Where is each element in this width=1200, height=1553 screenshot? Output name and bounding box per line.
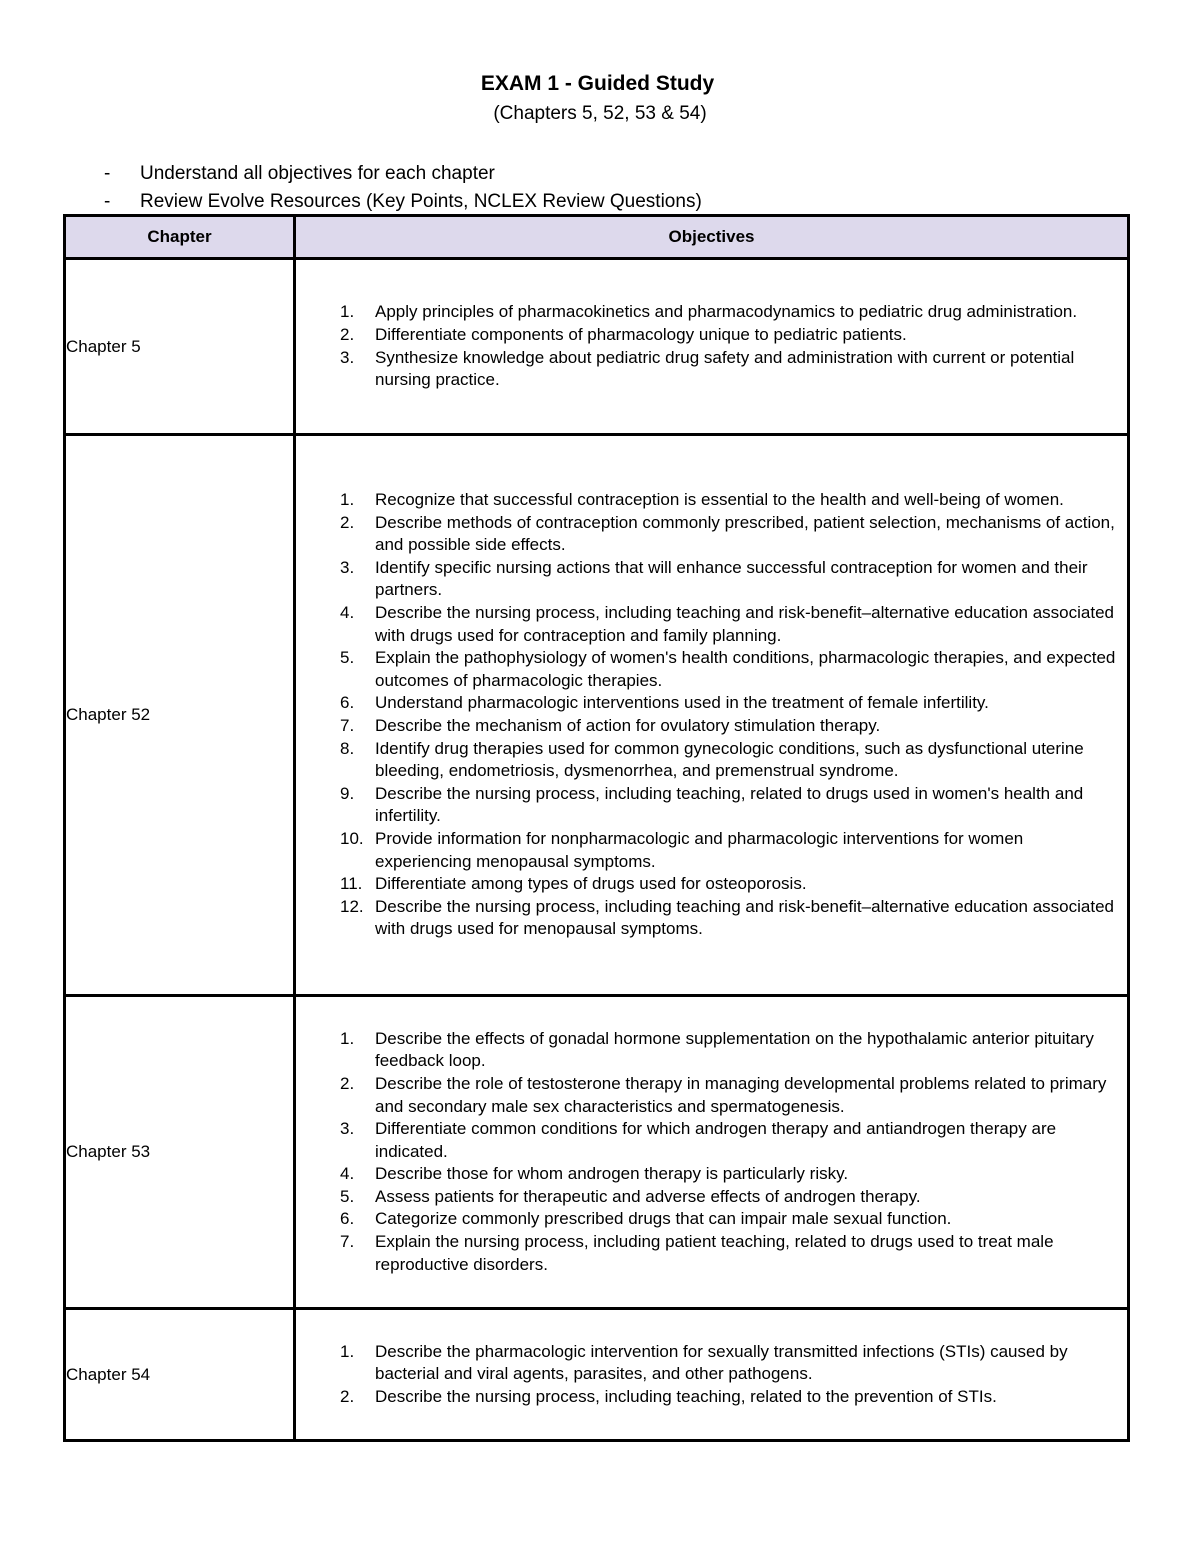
objective-item <box>296 489 1127 512</box>
objective-text: Apply principles of pharmacokinetics and pharmacodynamics to pediatric drug administration. <box>375 302 1078 322</box>
objective-text: Assess patients for therapeutic and adverse effects of androgen therapy. <box>375 1186 921 1206</box>
objective-text: Describe the nursing process, including teaching and risk-benefit–alternative education associated with drugs used for contraception and family planning. <box>375 603 1114 645</box>
objective-number: 12. <box>340 896 364 916</box>
objective-number: 11. <box>340 874 363 894</box>
objective-item <box>296 738 1127 783</box>
objective-number: 6. <box>340 1209 355 1229</box>
objective-number: 8. <box>340 738 355 758</box>
objective-text: Describe the pharmacologic intervention for sexually transmitted infections (STIs) caused by bacterial and viral agents, parasites, and other pathogens. <box>375 1341 1068 1384</box>
instruction-text: Understand all objectives for each chapter <box>140 163 495 184</box>
objective-number: 1. <box>340 302 355 322</box>
objective-text: Explain the nursing process, including patient teaching, related to drugs used to treat male reproductive disorders. <box>375 1232 1054 1274</box>
objective-item <box>296 557 1127 602</box>
objective-list <box>296 489 1127 941</box>
objectives-table <box>63 214 1130 1442</box>
objective-item <box>296 873 1127 896</box>
objective-item <box>296 1163 1127 1186</box>
objective-text: Synthesize knowledge about pediatric drug safety and administration with current or potential nursing practice. <box>375 347 1075 390</box>
objective-number: 1. <box>340 1341 355 1361</box>
objective-text: Describe methods of contraception commonly prescribed, patient selection, mechanisms of action, and possible side effects. <box>375 512 1115 555</box>
objective-item <box>296 324 1127 347</box>
objective-item <box>296 715 1127 738</box>
objective-text: Describe the effects of gonadal hormone supplementation on the hypothalamic anterior pituitary feedback loop. <box>375 1028 1094 1071</box>
objectives-cell <box>295 1309 1129 1441</box>
objective-item <box>296 692 1127 715</box>
objective-text: Identify specific nursing actions that will enhance successful contraception for women and their partners. <box>375 557 1088 600</box>
objective-number: 2. <box>340 324 355 344</box>
objective-item <box>296 647 1127 692</box>
objective-text: Differentiate common conditions for which androgen therapy and antiandrogen therapy are indicated. <box>375 1119 1057 1161</box>
objective-text: Differentiate among types of drugs used for osteoporosis. <box>375 874 807 894</box>
objective-number: 4. <box>340 603 355 623</box>
objective-item <box>296 828 1127 873</box>
objective-item <box>296 1186 1127 1209</box>
objective-text: Categorize commonly prescribed drugs that can impair male sexual function. <box>375 1209 952 1229</box>
dash-marker: - <box>104 163 111 184</box>
objective-item <box>296 896 1127 941</box>
table-row <box>65 259 1129 435</box>
table-row <box>65 435 1129 996</box>
objective-text: Identify drug therapies used for common gynecologic conditions, such as dysfunctional uterine bleeding, endometriosis, dysmenorrhea, and premenstrual syndrome. <box>375 738 1084 781</box>
objective-number: 2. <box>340 1386 355 1406</box>
instruction-list <box>104 160 702 216</box>
header-chapter: Chapter <box>65 216 295 259</box>
objective-text: Describe those for whom androgen therapy is particularly risky. <box>375 1164 849 1184</box>
objective-text: Recognize that successful contraception is essential to the health and well-being of women. <box>375 490 1064 510</box>
objective-text: Describe the nursing process, including teaching, related to the prevention of STIs. <box>375 1386 997 1406</box>
header-objectives: Objectives <box>295 216 1129 259</box>
objective-number: 2. <box>340 512 355 532</box>
objective-number: 2. <box>340 1073 355 1093</box>
objective-text: Describe the role of testosterone therapy in managing developmental problems related to primary and secondary male sex characteristics and spermatogenesis. <box>375 1073 1107 1116</box>
instruction-item <box>104 188 702 216</box>
objective-item <box>296 1208 1127 1231</box>
objectives-cell <box>295 435 1129 996</box>
objective-number: 6. <box>340 693 355 713</box>
objective-text: Provide information for nonpharmacologic and pharmacologic interventions for women experiencing menopausal symptoms. <box>375 828 1024 871</box>
objective-number: 10. <box>340 828 364 848</box>
table-header-row <box>65 216 1129 259</box>
chapter-cell: Chapter 53 <box>65 996 295 1309</box>
objective-text: Describe the nursing process, including teaching and risk-benefit–alternative education associated with drugs used for menopausal symptoms. <box>375 896 1114 939</box>
objective-text: Describe the mechanism of action for ovulatory stimulation therapy. <box>375 716 881 735</box>
objective-item <box>296 1118 1127 1163</box>
objective-number: 5. <box>340 648 355 668</box>
objective-item <box>296 1386 1127 1409</box>
instruction-text: Review Evolve Resources (Key Points, NCLEX Review Questions) <box>140 191 702 212</box>
objective-item <box>296 347 1127 392</box>
objective-list <box>296 1341 1127 1409</box>
dash-marker: - <box>104 191 111 212</box>
objective-item <box>296 1073 1127 1118</box>
table-row <box>65 1309 1129 1441</box>
objective-number: 1. <box>340 490 355 510</box>
objective-text: Differentiate components of pharmacology unique to pediatric patients. <box>375 324 907 344</box>
objective-item <box>296 512 1127 557</box>
objective-number: 1. <box>340 1028 355 1048</box>
document-title: EXAM 1 - Guided Study <box>480 72 715 95</box>
objective-number: 3. <box>340 1119 355 1139</box>
objective-number: 7. <box>340 1232 355 1252</box>
objective-number: 3. <box>340 347 355 367</box>
objective-item <box>296 602 1127 647</box>
instruction-item <box>104 160 702 188</box>
chapter-cell: Chapter 54 <box>65 1309 295 1441</box>
objective-text: Describe the nursing process, including teaching, related to drugs used in women's health and infertility. <box>375 783 1084 826</box>
objective-text: Understand pharmacologic interventions used in the treatment of female infertility. <box>375 693 989 713</box>
objectives-cell <box>295 259 1129 435</box>
objective-text: Explain the pathophysiology of women's health conditions, pharmacologic therapies, and expected outcomes of pharmacologic therapies. <box>375 648 1116 690</box>
objective-list <box>296 301 1127 391</box>
objective-item <box>296 1231 1127 1276</box>
chapter-cell: Chapter 52 <box>65 435 295 996</box>
objectives-cell <box>295 996 1129 1309</box>
objective-item <box>296 1028 1127 1073</box>
objective-item <box>296 301 1127 324</box>
objective-number: 5. <box>340 1186 355 1206</box>
document-subtitle: (Chapters 5, 52, 53 & 54) <box>493 103 707 124</box>
objective-number: 7. <box>340 716 355 735</box>
objective-number: 4. <box>340 1164 355 1184</box>
chapter-cell: Chapter 5 <box>65 259 295 435</box>
objective-item <box>296 1341 1127 1386</box>
objective-list <box>296 1028 1127 1277</box>
objective-number: 9. <box>340 783 355 803</box>
objective-item <box>296 783 1127 828</box>
objective-number: 3. <box>340 557 355 577</box>
table-row <box>65 996 1129 1309</box>
